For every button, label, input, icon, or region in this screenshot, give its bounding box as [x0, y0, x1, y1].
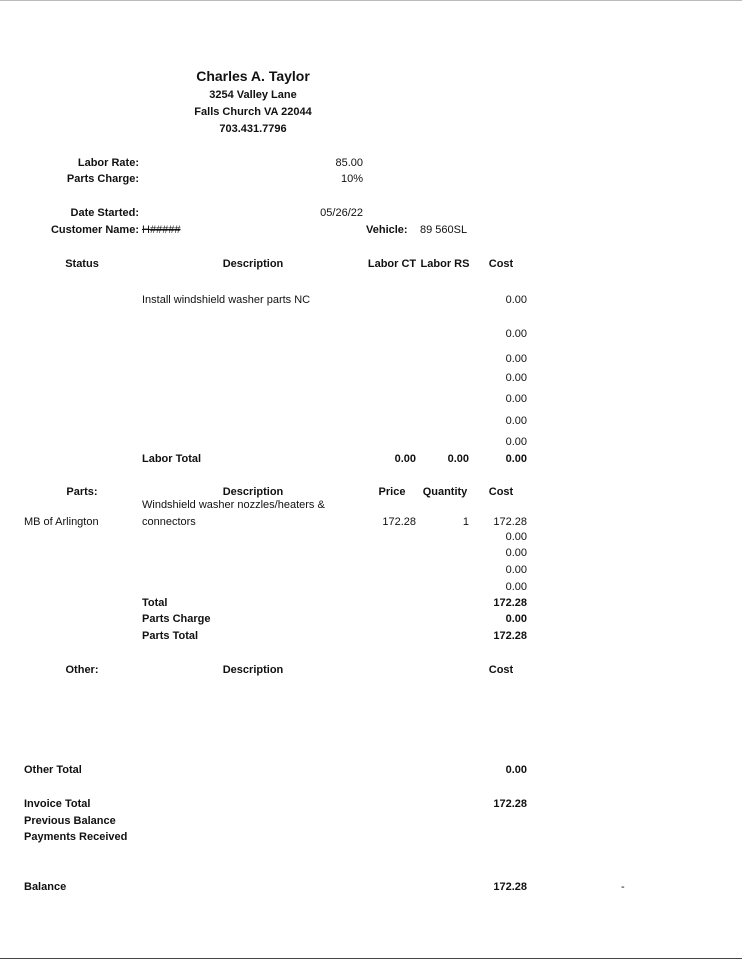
customer-name-label: Customer Name:: [50, 224, 139, 236]
invoice-total-value: 172.28: [493, 798, 527, 810]
labor-cost-header: Cost: [488, 258, 514, 270]
parts-charge-value: 10%: [340, 173, 363, 185]
other-total-label: Other Total: [24, 764, 82, 776]
parts-cost-header: Cost: [488, 486, 514, 498]
vehicle-value: 89 560SL: [420, 224, 468, 236]
labor-rs-header: Labor RS: [420, 258, 470, 270]
labor-rate-value: 85.00: [335, 157, 363, 169]
parts-charge-label: Parts Charge:: [66, 173, 139, 185]
date-started-label: Date Started:: [70, 207, 139, 219]
other-total-value: 0.00: [505, 764, 527, 776]
labor-status-header: Status: [65, 258, 99, 270]
parts-cost: 0.00: [505, 564, 527, 576]
parts-charge-total-value: 0.00: [505, 613, 527, 625]
previous-balance-label: Previous Balance: [24, 815, 116, 827]
page-top-edge: [0, 0, 742, 1]
labor-cost: 0.00: [505, 328, 527, 340]
parts-price: 172.28: [382, 516, 416, 528]
balance-value: 172.28: [493, 881, 527, 893]
parts-cost: 0.00: [505, 581, 527, 593]
labor-cost: 0.00: [505, 393, 527, 405]
balance-dash: -: [621, 881, 625, 893]
labor-total-label: Labor Total: [142, 453, 202, 465]
labor-cost: 0.00: [505, 294, 527, 306]
parts-description-header: Description: [222, 486, 284, 498]
balance-label: Balance: [24, 881, 67, 893]
labor-cost: 0.00: [505, 372, 527, 384]
other-cost-header: Cost: [488, 664, 514, 676]
parts-quantity-header: Quantity: [422, 486, 468, 498]
parts-cost: 0.00: [505, 531, 527, 543]
other-header: Other:: [65, 664, 99, 676]
date-started-value: 05/26/22: [320, 207, 363, 219]
labor-total-rs: 0.00: [447, 453, 469, 465]
parts-quantity: 1: [462, 516, 469, 528]
parts-grand-total-label: Parts Total: [142, 630, 199, 642]
page-bottom-line: [0, 958, 742, 959]
payments-received-label: Payments Received: [24, 831, 128, 843]
labor-total-ct: 0.00: [394, 453, 416, 465]
labor-cost: 0.00: [505, 353, 527, 365]
labor-description-header: Description: [222, 258, 284, 270]
parts-description-line1: Windshield washer nozzles/heaters &: [142, 499, 325, 511]
parts-description-line2: connectors: [142, 516, 196, 528]
parts-price-header: Price: [378, 486, 406, 498]
labor-total-cost: 0.00: [505, 453, 527, 465]
labor-cost: 0.00: [505, 436, 527, 448]
parts-header: Parts:: [66, 486, 98, 498]
labor-cost: 0.00: [505, 415, 527, 427]
other-description-header: Description: [222, 664, 284, 676]
vehicle-label: Vehicle:: [366, 224, 408, 236]
invoice-total-label: Invoice Total: [24, 798, 91, 810]
parts-cost: 0.00: [505, 547, 527, 559]
company-address: 3254 Valley Lane: [209, 89, 297, 101]
customer-name-value: H#####: [142, 224, 181, 236]
company-name: Charles A. Taylor: [196, 68, 310, 84]
parts-cost: 172.28: [493, 516, 527, 528]
labor-rate-label: Labor Rate:: [77, 157, 139, 169]
labor-item-description: Install windshield washer parts NC: [142, 294, 311, 306]
parts-vendor: MB of Arlington: [24, 516, 99, 528]
company-city: Falls Church VA 22044: [194, 106, 312, 118]
parts-grand-total-value: 172.28: [493, 630, 527, 642]
parts-total-label: Total: [142, 597, 168, 609]
company-phone: 703.431.7796: [219, 123, 287, 135]
parts-total-value: 172.28: [493, 597, 527, 609]
labor-ct-header: Labor CT: [367, 258, 417, 270]
parts-charge-total-label: Parts Charge: [142, 613, 211, 625]
